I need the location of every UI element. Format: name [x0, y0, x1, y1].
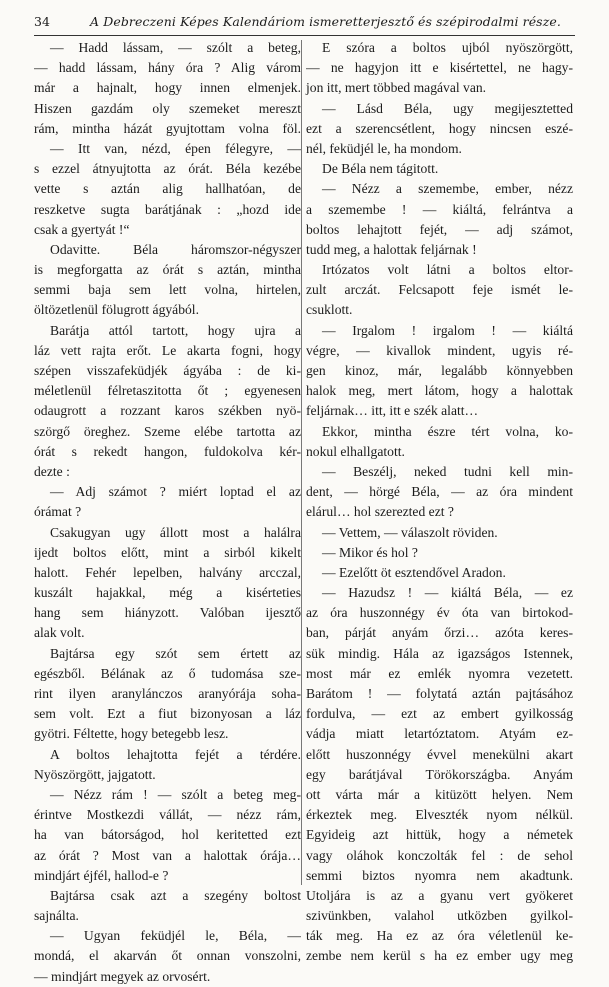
text-line: — Vettem, — válaszolt röviden.: [322, 524, 498, 540]
text-line: csak a gyertyát !“: [34, 221, 130, 237]
text-line: a szemembe ! — kiáltá, felrántva a: [306, 201, 573, 217]
text-line: halok meg, mert látom, hogy a halottak: [306, 383, 573, 399]
text-line: dezte :: [34, 463, 70, 479]
text-line: sajnálta.: [34, 908, 79, 924]
text-line: semmi baja sem lett volna, hirtelen,: [34, 282, 301, 298]
text-line: szépen visszafeküdjék ágyába : de ki-: [34, 363, 301, 378]
text-line: rint ilyen aranylánczos aranyórája soha-: [34, 686, 301, 701]
text-line: — Beszélj, neked tudni kell min-: [322, 463, 573, 479]
page-number: 34: [34, 14, 50, 29]
text-line: Ekkor, mintha észre tért volna, ko-: [322, 423, 573, 439]
text-line: ott várta már a kitüzött helyen. Nem: [306, 786, 573, 802]
text-line: órámat ?: [34, 504, 82, 520]
text-line: Hiszen gazdám oly szemeket mereszt: [34, 100, 301, 116]
text-line: vagy oláhok konczolták fel : de sehol: [306, 847, 573, 863]
running-title: A Debreczeni Képes Kalendáriom ismeretterjesztő és szépirodalmi része.: [90, 14, 561, 29]
text-line: — mindjárt megyek az orvosért.: [34, 968, 211, 984]
text-line: A boltos lehajtotta fejét a térdére.: [50, 746, 301, 762]
text-line: szörgő öreghez. Szeme elébe tartotta az: [34, 423, 301, 439]
text-line: boltos lehajtott fejét, — adj számot,: [306, 221, 573, 237]
text-line: rám, mintha házát gyujtottam volna föl.: [34, 120, 301, 136]
text-line: — Hadd lássam, — szólt a beteg,: [50, 40, 301, 55]
text-line: — Irgalom ! irgalom ! — kiáltá: [322, 322, 573, 338]
text-line: egészből. Bélának az ő tudomása sze-: [34, 665, 301, 681]
text-line: hang sem hiányzott. Valóban ijesztő: [34, 605, 301, 621]
text-line: is megforgatta az órát s aztán, mintha: [34, 262, 301, 278]
text-line: — Ugyan feküdjél le, Béla, —: [50, 928, 301, 944]
text-line: — Mikor és hol ?: [322, 544, 418, 560]
text-line: — Adj számot ? miért loptad el az: [50, 484, 301, 500]
text-line: vádja miatt letartóztatom. Atyám ez-: [306, 726, 573, 742]
text-line: az órát ? Most van a halottak órája…: [34, 847, 301, 863]
text-line: — Ezelőtt öt esztendővel Aradon.: [322, 564, 506, 580]
text-line: az óra huszonnégy év óta van birtokod-: [306, 605, 573, 621]
text-line: — Nézz rám ! — szólt a beteg meg-: [50, 786, 301, 802]
text-line: odaugrott a rozzant karos székben nyö-: [34, 403, 301, 419]
text-line: halott. Fehér lepelben, halvány arcczal,: [34, 564, 301, 580]
text-line: dent, — hörgé Béla, — az óra mindent: [306, 484, 573, 500]
text-line: De Béla nem tágitott.: [322, 161, 439, 177]
page-header: [34, 14, 575, 34]
text-line: nél, feküdjél le, ha mondom.: [306, 140, 462, 156]
text-line: ha van bátorságod, hol keritetted ezt: [34, 827, 301, 843]
text-line: órát s rekedt hangon, fuldokolva kér-: [34, 443, 301, 459]
text-line: s ezzel átnyujtotta az órát. Béla kezébe: [34, 161, 301, 177]
text-line: — Nézz a szemembe, ember, nézz: [322, 181, 573, 197]
text-line: egy barátjával Törökországba. Anyám: [306, 766, 573, 782]
text-line: nokul elhallgatott.: [306, 443, 405, 459]
text-line: elárul… hol szerezted ezt ?: [306, 504, 454, 520]
text-line: most már ez emlék nyomra vezetett.: [306, 665, 573, 681]
text-line: alak volt.: [34, 625, 85, 641]
text-line: Egyideig azt hittük, hogy a németek: [306, 827, 573, 843]
text-line: — ne hagyjon itt e kisértettel, ne hagy-: [306, 60, 573, 76]
text-line: Irtózatos volt látni a boltos eltor-: [322, 262, 573, 278]
text-line: kuszált hajakkal, még a kisérteties: [34, 585, 301, 601]
text-line: érintve Mostkezdi vállát, — nézz rám,: [34, 807, 301, 823]
text-line: gen kinoz, már, legalább könnyebben: [306, 363, 573, 378]
text-line: feljárnak… itt, itt e szék alatt…: [306, 403, 479, 419]
text-line: sük mindig. Hála az igazságos Istennek,: [306, 645, 573, 661]
text-line: — hadd lássam, hány óra ? Alig várom: [34, 60, 301, 76]
text-line: reszketve sugta barátjának : „hozd ide: [34, 201, 301, 217]
text-line: csuklott.: [306, 302, 353, 318]
text-line: — Itt van, nézd, épen félegyre, —: [50, 140, 301, 156]
text-line: mondá, el akarván őt onnan vonszolni,: [34, 948, 301, 964]
right-column: [306, 38, 573, 967]
text-line: Bajtársa egy szót sem értett az: [50, 645, 301, 661]
text-line: fordulva, — ezt az embert gyilkosság: [306, 706, 573, 722]
header-rule: [34, 35, 575, 36]
text-line: gyötri. Féltette, hogy betegebb lesz.: [34, 726, 229, 742]
text-line: sem volt. Ezt a fiut bizonyosan a láz: [34, 706, 301, 722]
text-line: — Hazudsz ! — kiáltá Béla, — ez: [322, 585, 573, 601]
text-line: Odavitte. Béla háromszor-négyszer: [50, 241, 301, 257]
text-line: érkeztek meg. Elveszték nyom nélkül.: [306, 807, 573, 823]
left-column: [34, 38, 301, 987]
text-line: már a hajnalt, hogy innen elmenjek.: [34, 80, 301, 96]
text-line: mindjárt éjfél, hallod-e ?: [34, 867, 169, 883]
column-divider: [301, 40, 302, 885]
text-line: E szóra a boltos ujból nyöszörgött,: [322, 40, 573, 55]
text-line: szivünkben, valahol utközben gyilkol-: [306, 908, 573, 924]
text-line: ijedt boltos előtt, mint a sirból kikelt: [34, 544, 301, 560]
text-line: előtt huszonnégy évvel menekülni akart: [306, 746, 573, 762]
text-line: semmi biztos nyomra nem akadtunk.: [306, 867, 573, 883]
text-line: zult arczát. Felcsapott feje ismét le-: [306, 282, 573, 298]
text-line: láz vett rajta erőt. Le akarta fogni, hogy: [34, 342, 301, 358]
text-line: jon itt, mert többed magával van.: [306, 80, 487, 96]
text-line: Utoljára is az a gyanu vert gyökeret: [306, 887, 573, 903]
text-line: Barátom ! — folytatá aztán pajtásához: [306, 686, 573, 701]
text-line: tudd meg, a halottak feljárnak !: [306, 241, 477, 257]
text-line: ezt a szerencsétlent, hogy nincsen eszé-: [306, 120, 573, 136]
text-line: — Lásd Béla, ugy megijesztetted: [322, 100, 573, 116]
text-line: végre, — kivallok mindent, ugyis ré-: [306, 342, 573, 358]
text-line: Barátja attól tartott, hogy ujra a: [50, 322, 301, 338]
text-line: ták meg. Ha ez az óra véletlenül ke-: [306, 928, 573, 944]
text-line: Nyöszörgött, jajgatott.: [34, 766, 156, 782]
text-line: méletlenül félretaszitotta őt ; egyenesen: [34, 383, 301, 399]
text-line: vette s aztán alig hallhatóan, de: [34, 181, 301, 197]
text-line: ban, párját anyám őrzi… azóta keres-: [306, 625, 573, 641]
text-line: öltözetlenül fölugrott ágyából.: [34, 302, 199, 318]
text-line: Csakugyan ugy állott most a halálra: [50, 524, 301, 540]
text-line: zembe nem kerül s ha ez ember ugy meg: [306, 948, 573, 964]
text-line: Bajtársa csak azt a szegény boltost: [50, 887, 301, 903]
